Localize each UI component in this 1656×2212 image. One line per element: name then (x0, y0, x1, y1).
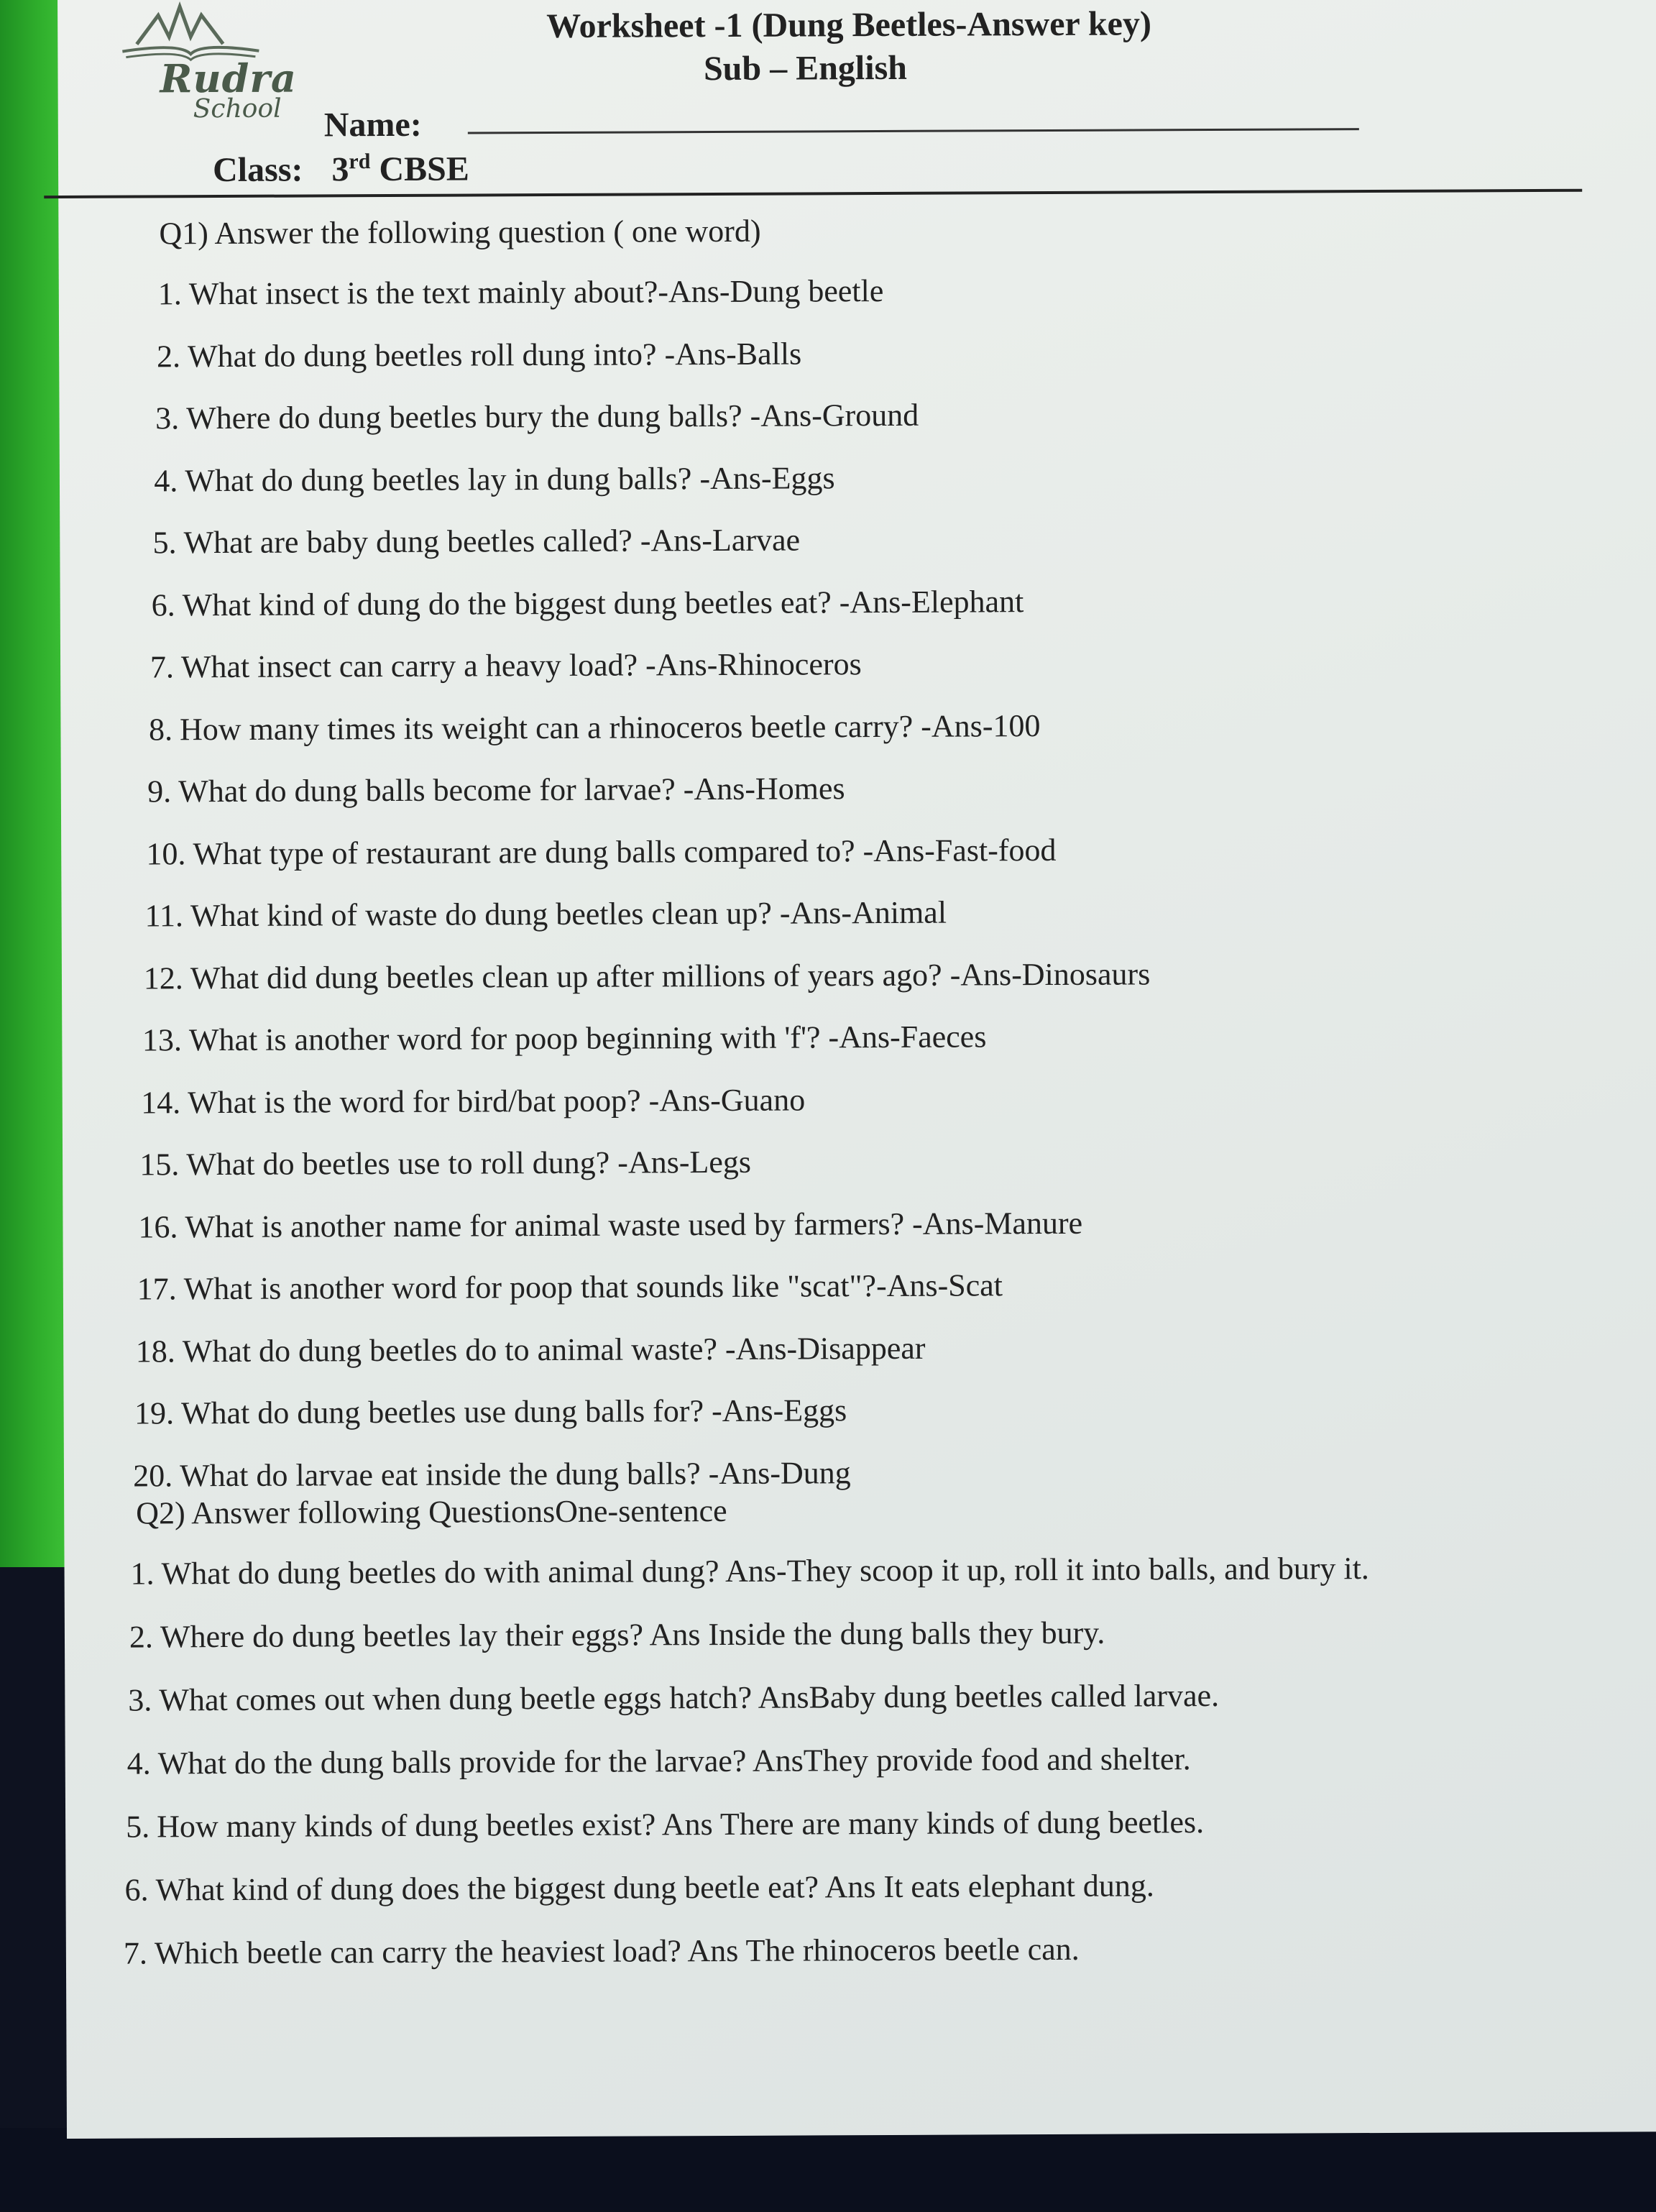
subject-line: Sub – English (703, 48, 908, 88)
class-label: Class: (212, 150, 303, 190)
q1-item-number: 11. (144, 898, 184, 934)
q1-item (144, 955, 1151, 996)
q1-item-number: 10. (146, 835, 186, 871)
q1-item-number: 3. (155, 400, 180, 436)
q1-item (155, 397, 919, 437)
q1-item (137, 1267, 1003, 1307)
q1-item-number: 7. (150, 649, 174, 685)
q1-item-number: 17. (137, 1271, 177, 1307)
q1-item-number: 20. (133, 1457, 173, 1494)
q1-item-text: What do dung balls become for larvae? -Ans-Homes (178, 771, 845, 809)
q2-item-text: How many kinds of dung beetles exist? Ans There are many kinds of dung beetles. (157, 1804, 1205, 1845)
q2-item-text: What do the dung balls provide for the larvae? AnsThey provide food and shelter. (157, 1741, 1191, 1781)
q2-item (130, 1550, 1369, 1592)
q1-item-text: What do dung beetles lay in dung balls? -Ans-Eggs (185, 459, 835, 498)
q1-item-text: What is another word for poop beginning with 'f'? -Ans-Faeces (188, 1019, 987, 1058)
class-row (213, 150, 469, 191)
q1-item-number: 2. (156, 338, 181, 374)
q1-item-text: What type of restaurant are dung balls compared to? -Ans-Fast-food (193, 832, 1057, 871)
q2-item-text: What comes out when dung beetle eggs hatch? AnsBaby dung beetles called larvae. (159, 1677, 1220, 1718)
q1-item-text: What do larvae eat inside the dung balls? -Ans-Dung (180, 1454, 851, 1493)
q2-item (124, 1867, 1154, 1908)
q2-item-text: Which beetle can carry the heaviest load? Ans The rhinoceros beetle can. (154, 1931, 1080, 1971)
worksheet-page (58, 0, 1656, 2139)
q2-item-number: 3. (128, 1682, 152, 1718)
q1-item (154, 459, 834, 499)
q1-item-number: 6. (151, 587, 175, 623)
q1-item-number: 8. (148, 711, 173, 747)
q1-item (152, 583, 1024, 623)
q1-item-text: What is the word for bird/bat poop? -Ans-Guano (188, 1081, 806, 1120)
q1-item (142, 1018, 987, 1058)
q1-item-number: 1. (157, 276, 182, 312)
class-value: 3rd CBSE (331, 150, 469, 189)
q1-item (146, 831, 1056, 872)
q1-item-number: 16. (138, 1208, 178, 1245)
logo-subtitle: School (193, 93, 282, 124)
q2-item (126, 1804, 1204, 1845)
q2-item-number: 7. (123, 1935, 148, 1971)
q1-item-text: What did dung beetles clean up after millions of years ago? -Ans-Dinosaurs (190, 955, 1151, 996)
q2-item-number: 5. (126, 1809, 150, 1845)
q1-item-text: What insect is the text mainly about?-Ans-Dung beetle (188, 272, 884, 312)
q1-item-number: 18. (135, 1333, 175, 1369)
q1-item (149, 707, 1041, 748)
q1-item (144, 894, 947, 935)
q2-item-text: What kind of dung does the biggest dung beetle eat? Ans It eats elephant dung. (155, 1868, 1154, 1908)
q2-item-text: What do dung beetles do with animal dung? Ans-They scoop it up, roll it into balls, and bury it. (161, 1551, 1369, 1592)
worksheet-title: Worksheet -1 (Dung Beetles-Answer key) (546, 4, 1152, 46)
q1-item (150, 646, 862, 685)
q2-item (129, 1615, 1105, 1656)
q1-item (136, 1329, 926, 1369)
q2-item-text: Where do dung beetles lay their eggs? Ans Inside the dung balls they bury. (160, 1615, 1105, 1655)
q2-item (127, 1740, 1191, 1781)
q1-item (133, 1454, 851, 1494)
q1-item-text: What kind of waste do dung beetles clean up? -Ans-Animal (190, 894, 947, 934)
q2-item-number: 2. (129, 1619, 154, 1655)
q2-item-number: 1. (130, 1556, 155, 1592)
q1-item-text: What do beetles use to roll dung? -Ans-Legs (186, 1144, 752, 1183)
q1-item-number: 19. (134, 1395, 175, 1431)
school-logo (108, 0, 298, 129)
q1-item-text: What is another name for animal waste used by farmers? -Ans-Manure (185, 1205, 1083, 1244)
q1-item-text: What are baby dung beetles called? -Ans-Larvae (183, 522, 801, 561)
q1-item (147, 770, 845, 809)
q1-item (141, 1081, 805, 1121)
q2-heading: Q2) Answer following QuestionsOne-sentence (136, 1492, 727, 1531)
background-dark-surface (0, 2128, 1656, 2212)
q1-item-number: 15. (139, 1147, 180, 1183)
q1-item (158, 272, 884, 312)
q1-item-text: What do dung beetles roll dung into? -Ans-Balls (187, 335, 802, 374)
q1-heading: Q1) Answer the following question ( one word) (159, 213, 761, 252)
q1-item-number: 12. (143, 960, 183, 996)
q1-item (134, 1392, 847, 1431)
q1-item-number: 5. (152, 525, 177, 561)
q1-item-text: What is another word for poop that sounds like "scat"?-Ans-Scat (183, 1267, 1003, 1307)
q1-item-number: 13. (142, 1022, 183, 1058)
q2-item (128, 1677, 1219, 1719)
q1-item-text: What do dung beetles use dung balls for? -Ans-Eggs (180, 1392, 847, 1431)
q1-item-number: 4. (154, 462, 178, 498)
q1-item-number: 14. (141, 1084, 181, 1121)
q2-item-number: 6. (124, 1872, 149, 1908)
q1-item-text: Where do dung beetles bury the dung balls? -Ans-Ground (186, 397, 919, 436)
q1-item-number: 9. (147, 774, 172, 809)
q1-item (152, 521, 800, 561)
q1-item (139, 1144, 751, 1183)
q1-item (157, 335, 801, 375)
logo-wordmark: Rudra (160, 55, 298, 102)
header-divider (44, 189, 1582, 198)
background-green-strip (0, 0, 65, 1567)
name-label: Name: (323, 105, 422, 144)
name-blank-line (468, 128, 1359, 134)
q1-item-text: What do dung beetles do to animal waste? -Ans-Disappear (182, 1330, 926, 1369)
q2-item (124, 1931, 1080, 1972)
q1-item-text: What kind of dung do the biggest dung beetles eat? -Ans-Elephant (182, 583, 1024, 623)
q2-item-number: 4. (126, 1745, 151, 1781)
q1-item-text: How many times its weight can a rhinoceros beetle carry? -Ans-100 (179, 707, 1041, 747)
q1-item (138, 1204, 1082, 1245)
q1-item-text: What insect can carry a heavy load? -Ans-Rhinoceros (180, 646, 862, 685)
